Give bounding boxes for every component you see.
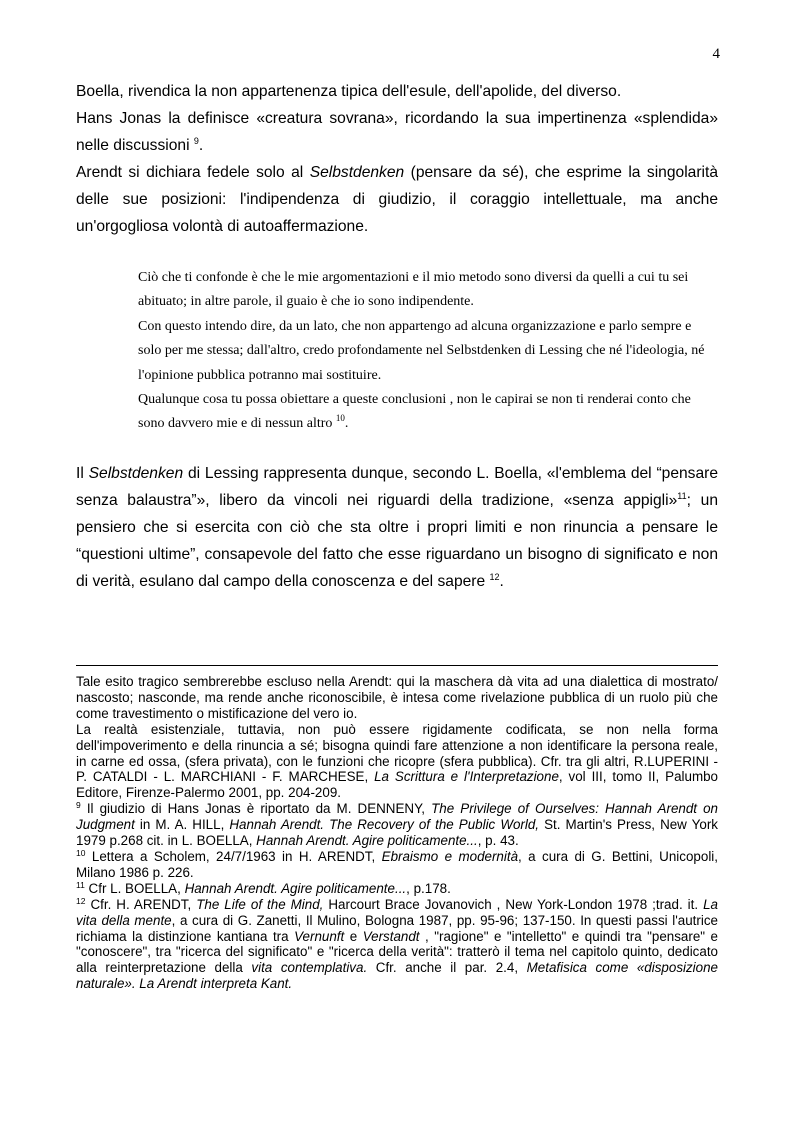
fn12-number: 12: [76, 895, 86, 906]
fn12-term-2: Verstandt: [362, 928, 420, 944]
fn9-title-1: The Privilege of Ourselves: Hannah Arendt on Judgment: [76, 801, 718, 833]
selbstdenken-term: Selbstdenken: [309, 164, 405, 181]
footnote-9: [76, 801, 718, 849]
intro-line-1: Boella, rivendica la non appartenenza tipica dell'esule, dell'apolide, del diverso.: [76, 83, 622, 100]
fn12-text-b: Harcourt Brace Jovanovich , New York-London 1978 ;trad. it.: [323, 896, 704, 912]
intro-line-3-rest: (pensare da sé), che esprime la singolarità delle sue posizioni: l'indipendenza di giudizio, il coraggio intellettuale, ma anche un'orgogliosa volontà di autoaffermazione.: [76, 164, 718, 235]
fn12-term-1: Vernunft: [294, 928, 345, 944]
footnote-ref-9: 9: [193, 136, 199, 146]
fn10-number: 10: [76, 847, 86, 858]
fn9-text-a: Il giudizio di Hans Jonas è riportato da M. DENNENY,: [80, 801, 432, 817]
intro-line-2-end: .: [198, 137, 204, 154]
paragraph-2: [76, 460, 718, 595]
footnote-10: [76, 849, 718, 881]
intro-line-3: [76, 159, 718, 240]
quote-line-2: Con questo intendo dire, da un lato, che non appartengo ad alcuna organizzazione e parlo sempre e solo per me stessa; dall'altro, credo profondamente nel Selbstdenken di Lessing che né l'ideologia, né l'opinione pubblica potranno mai sostituire.: [138, 318, 705, 383]
fn0-title: La Scrittura e l'Interpretazione: [374, 769, 559, 785]
fn12-title-2: La vita della mente: [76, 896, 718, 928]
fn11-text-a: Cfr L. BOELLA,: [84, 880, 185, 896]
page-number: 4: [712, 46, 720, 62]
footnote-continuation-2: [76, 722, 718, 802]
intro-paragraphs: [76, 78, 718, 240]
quote-end: .: [344, 416, 349, 432]
footnote-ref-12: 12: [489, 572, 500, 582]
fn9-text-d: , p. 43.: [477, 833, 519, 849]
fn12-title-3: Metafisica come «disposizione naturale». La Arendt interpreta Kant.: [76, 960, 718, 992]
fn10-text-b: , a cura di G. Bettini, Unicopoli, Milano 1986 p. 226.: [76, 848, 718, 880]
paragraph-selbstdenken: [76, 460, 718, 595]
fn9-title-2: Hannah Arendt. The Recovery of the Public World,: [229, 817, 540, 833]
fn9-title-3: Hannah Arendt. Agire politicamente...: [256, 833, 478, 849]
footnote-12: [76, 897, 718, 992]
block-quote: [138, 266, 718, 437]
fn11-number: 11: [76, 879, 85, 890]
fn12-term-3: vita contemplativa.: [251, 960, 368, 976]
fn0-text-b: La realtà esistenziale, tuttavia, non può essere rigidamente codificata, se non nella forma dell'impoverimento e della rinuncia a sé; bisogna quindi fare attenzione a non identificare la persona reale, in carne ed ossa, (sfera privata), con le funzioni che ricopre (sfera pubblica). Cfr. tra gli altri, R.LUPERINI - P. CATALDI - L. MARCHIANI - F. MARCHESE,: [76, 721, 718, 785]
fn12-title-1: The Life of the Mind,: [196, 896, 324, 912]
quote-line-1: Ciò che ti confonde è che le mie argomentazioni e il mio metodo sono diversi da quelli a cui tu sei abituato; in altre parole, il guaio è che io sono indipendente.: [138, 270, 689, 310]
footnote-ref-11: 11: [677, 491, 687, 501]
quote-line-3: [138, 388, 718, 437]
para2-text-b: di Lessing rappresenta dunque, secondo L. Boella, «l'emblema del “pensare senza balaustra”», libero da vincoli nei riguardi della tradizione, «senza appigli»: [76, 465, 718, 509]
fn12-text-c: , a cura di G. Zanetti, Il Mulino, Bologna 1987, pp. 95-96; 137-150. In questi passi l'autrice richiama la distinzione kantiana tra: [76, 912, 718, 944]
para2-text-d: .: [499, 573, 504, 590]
fn11-title: Hannah Arendt. Agire politicamente...: [184, 880, 407, 896]
footnote-11: [76, 881, 718, 897]
fn10-title: Ebraismo e modernità: [381, 848, 519, 864]
fn9-text-b: in M. A. HILL,: [134, 817, 230, 833]
fn12-text-e: , "ragione" e "intelletto" e quindi tra "pensare" e "conoscere", tra "ricerca del significato" e "ricerca della verità": tratterò il tema nel capitolo quinto, dedicato alla reinterpretazione della: [76, 928, 719, 976]
para2-text-a: Il: [76, 465, 89, 482]
footnote-separator: [76, 665, 718, 666]
footnote-ref-10: 10: [335, 413, 345, 424]
footnote-continuation: Tale esito tragico sembrerebbe escluso nella Arendt: qui la maschera dà vita ad una dialettica di mostrato/ nascosto; nasconde, ma rende anche riconoscibile, è intesa come rivelazione pubblica di un ruolo più che come travestimento o mistificazione del vero io.: [76, 674, 718, 721]
quote-line-3-text: Qualunque cosa tu possa obiettare a queste conclusioni , non le capirai se non ti renderai conto che sono davvero mie e di nessun altro: [138, 392, 691, 432]
fn12-text-f: Cfr. anche il par. 2.4,: [367, 960, 527, 976]
footnotes: [76, 674, 718, 992]
fn12-text-d: e: [344, 928, 363, 944]
fn9-number: 9: [76, 800, 81, 811]
intro-line-2-text: Hans Jonas la definisce «creatura sovrana», ricordando la sua impertinenza «splendida» nelle discussioni: [76, 110, 718, 154]
intro-line-3-text: Arendt si dichiara fedele solo al: [76, 164, 310, 181]
intro-line-2: [76, 105, 718, 159]
fn9-text-c: St. Martin's Press, New York 1979 p.268 cit. in L. BOELLA,: [76, 817, 718, 849]
fn10-text-a: Lettera a Scholem, 24/7/1963 in H. ARENDT,: [85, 848, 382, 864]
para2-term: Selbstdenken: [88, 465, 184, 482]
fn0-text-c: , vol III, tomo II, Palumbo Editore, Firenze-Palermo 2001, pp. 204-209.: [76, 769, 718, 801]
fn11-text-b: , p.178.: [406, 880, 451, 896]
para2-text-c: ; un pensiero che si esercita con ciò che sta oltre i propri limiti e non rinuncia a pensare le “questioni ultime”, consapevole del fatto che esse riguardano un bisogno di significato e non di verità, esulano dal campo della conoscenza e del sapere: [76, 492, 718, 590]
fn12-text-a: Cfr. H. ARENDT,: [85, 896, 197, 912]
